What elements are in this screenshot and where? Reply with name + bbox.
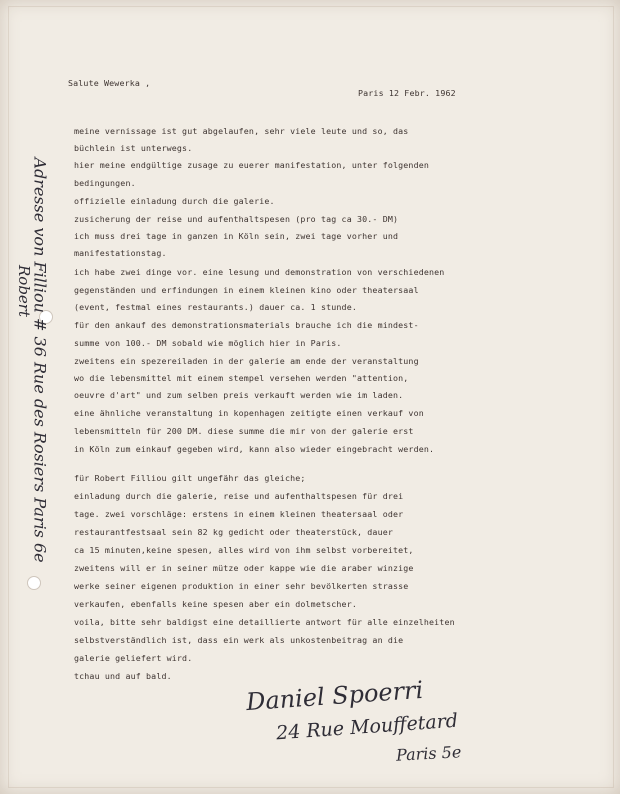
body-line: galerie geliefert wird. bbox=[74, 653, 193, 663]
body-line: tchau und auf bald. bbox=[74, 671, 172, 681]
body-line: lebensmitteln für 200 DM. diese summe die mir von der galerie erst bbox=[74, 426, 414, 436]
margin-address-note: Adresse von Filliou # 36 Rue des Rosiers Paris 6e bbox=[30, 157, 50, 563]
body-line: eine ähnliche veranstaltung in kopenhagen zeitigte einen verkauf von bbox=[74, 408, 424, 418]
body-line: (event, festmal eines restaurants.) dauer ca. 1 stunde. bbox=[74, 302, 357, 312]
body-line: zweitens will er in seiner mütze oder kappe wie die araber winzige bbox=[74, 563, 414, 573]
body-line: verkaufen, ebenfalls keine spesen aber ein dolmetscher. bbox=[74, 599, 357, 609]
body-line: manifestationstag. bbox=[74, 248, 167, 258]
body-line: ich habe zwei dinge vor. eine lesung und demonstration von verschiedenen bbox=[74, 267, 445, 277]
body-line: meine vernissage ist gut abgelaufen, sehr viele leute und so, das bbox=[74, 126, 409, 136]
body-line: voila, bitte sehr baldigst eine detaillierte antwort für alle einzelheiten bbox=[74, 617, 455, 627]
body-line: einladung durch die galerie, reise und aufenthaltspesen für drei bbox=[74, 491, 404, 501]
body-line: oeuvre d'art" und zum selben preis verkauft werden wie im laden. bbox=[74, 390, 404, 400]
body-line: für Robert Filliou gilt ungefähr das gleiche; bbox=[74, 473, 306, 483]
margin-name-note: Robert bbox=[15, 264, 34, 318]
body-line: selbstverständlich ist, dass ein werk als unkostenbeitrag an die bbox=[74, 635, 404, 645]
body-line: hier meine endgültige zusage zu euerer manifestation, unter folgenden bbox=[74, 160, 430, 170]
body-line: offizielle einladung durch die galerie. bbox=[74, 196, 275, 206]
body-line: in Köln zum einkauf gegeben wird, kann also wieder eingebracht werden. bbox=[74, 444, 435, 454]
body-line: summe von 100.- DM sobald wie möglich hier in Paris. bbox=[74, 338, 342, 348]
place-date: Paris 12 Febr. 1962 bbox=[358, 88, 456, 98]
body-line: wo die lebensmittel mit einem stempel versehen werden "attention, bbox=[74, 373, 409, 383]
signature-city: Paris 5e bbox=[395, 742, 462, 765]
body-line: gegenständen und erfindungen in einem kleinen kino oder theatersaal bbox=[74, 285, 419, 295]
body-line: büchlein ist unterwegs. bbox=[74, 143, 193, 153]
signature-address: 24 Rue Mouffetard bbox=[275, 709, 459, 745]
signature: Daniel Spoerri bbox=[245, 675, 425, 717]
body-line: ca 15 minuten,keine spesen, alles wird von ihm selbst vorbereitet, bbox=[74, 545, 414, 555]
punch-hole-bottom bbox=[27, 576, 41, 590]
salutation: Salute Wewerka , bbox=[68, 78, 151, 88]
body-line: für den ankauf des demonstrationsmaterials brauche ich die mindest- bbox=[74, 320, 419, 330]
body-line: ich muss drei tage in ganzen in Köln sein, zwei tage vorher und bbox=[74, 231, 399, 241]
body-line: restaurantfestsaal sein 82 kg gedicht oder theaterstück, dauer bbox=[74, 527, 393, 537]
body-line: bedingungen. bbox=[74, 178, 136, 188]
body-line: zweitens ein spezereiladen in der galerie am ende der veranstaltung bbox=[74, 356, 419, 366]
body-line: tage. zwei vorschläge: erstens in einem kleinen theatersaal oder bbox=[74, 509, 404, 519]
body-line: zusicherung der reise und aufenthaltspesen (pro tag ca 30.- DM) bbox=[74, 214, 399, 224]
body-line: werke seiner eigenen produktion in einer sehr bevölkerten strasse bbox=[74, 581, 409, 591]
